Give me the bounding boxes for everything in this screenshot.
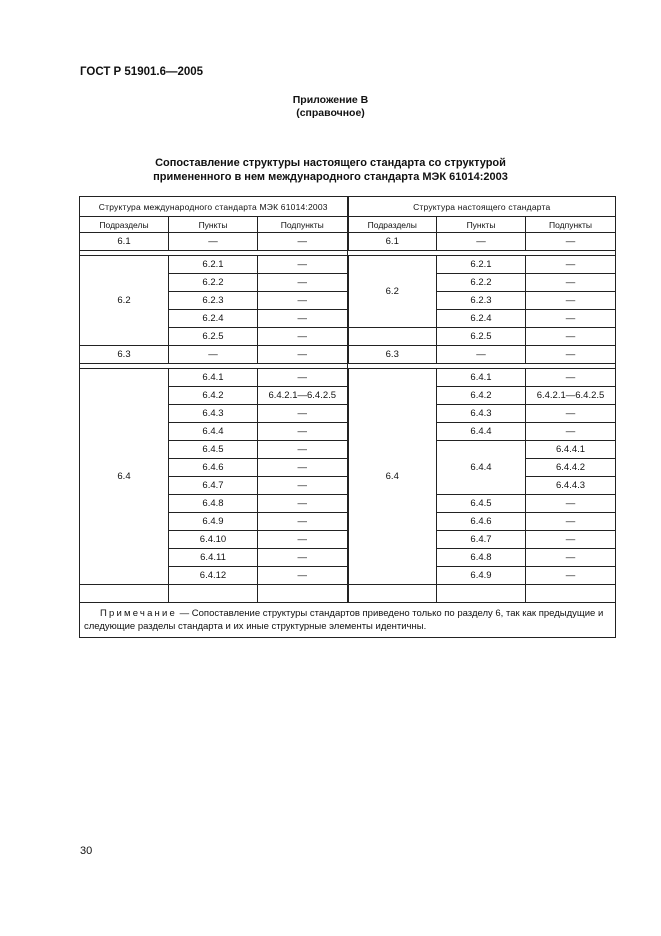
annex-label: Приложение В xyxy=(292,94,369,106)
cell: 6.4.4.1 xyxy=(526,441,616,459)
cell: 6.4.7 xyxy=(169,477,258,495)
cell: — xyxy=(526,310,616,328)
col-header-clauses-left: Пункты xyxy=(169,217,258,233)
cell: — xyxy=(258,423,348,441)
cell: — xyxy=(526,549,616,567)
cell: 6.4.2.1—6.4.2.5 xyxy=(526,387,616,405)
cell: — xyxy=(258,441,348,459)
cell: 6.4.8 xyxy=(437,549,526,567)
cell: 6.4.6 xyxy=(169,459,258,477)
group-header-national: Структура настоящего стандарта xyxy=(348,197,616,217)
cell: 6.4.6 xyxy=(437,513,526,531)
cell: — xyxy=(526,256,616,274)
cell: — xyxy=(258,531,348,549)
col-header-sections-left: Подразделы xyxy=(80,217,169,233)
cell: — xyxy=(258,328,348,346)
col-header-subclauses-right: Подпункты xyxy=(526,217,616,233)
table-row xyxy=(80,369,616,387)
title-line-1: Сопоставление структуры настоящего стандарта со структурой xyxy=(155,157,506,169)
cell: — xyxy=(258,405,348,423)
cell: — xyxy=(258,369,348,387)
cell: — xyxy=(258,495,348,513)
column-header-row xyxy=(80,217,616,233)
cell: — xyxy=(169,346,258,364)
cell: 6.2.4 xyxy=(169,310,258,328)
cell: — xyxy=(437,346,526,364)
cell: 6.4.9 xyxy=(437,567,526,585)
table-title xyxy=(0,156,661,184)
cell: 6.4.2 xyxy=(437,387,526,405)
cell: — xyxy=(526,346,616,364)
cell: 6.1 xyxy=(348,233,437,251)
cell: 6.4.3 xyxy=(169,405,258,423)
cell: 6.4.8 xyxy=(169,495,258,513)
cell: 6.4.2.1—6.4.2.5 xyxy=(258,387,348,405)
cell: — xyxy=(258,292,348,310)
cell: — xyxy=(258,513,348,531)
group-header-international: Структура международного стандарта МЭК 61014:2003 xyxy=(80,197,348,217)
cell: 6.4.9 xyxy=(169,513,258,531)
annex-heading xyxy=(0,94,661,120)
cell: 6.2 xyxy=(348,256,437,328)
col-header-clauses-right: Пункты xyxy=(437,217,526,233)
note-text: — Сопоставление структуры стандартов приведено только по разделу 6, так как предыдущие и следующие разделы стандарта и их иные структурные элементы идентичны. xyxy=(84,608,604,632)
cell: — xyxy=(526,405,616,423)
cell: 6.2.3 xyxy=(437,292,526,310)
note-label: Примечание xyxy=(100,608,177,619)
cell: 6.4.5 xyxy=(437,495,526,513)
cell: 6.4.2 xyxy=(169,387,258,405)
cell: — xyxy=(526,292,616,310)
page-number: 30 xyxy=(80,845,93,857)
structure-comparison-table xyxy=(79,196,616,638)
cell: — xyxy=(258,567,348,585)
cell: 6.2.5 xyxy=(169,328,258,346)
cell: 6.2.5 xyxy=(437,328,526,346)
cell: 6.2.3 xyxy=(169,292,258,310)
cell: 6.4.1 xyxy=(437,369,526,387)
cell: 6.3 xyxy=(348,346,437,364)
cell: 6.1 xyxy=(80,233,169,251)
cell: — xyxy=(258,477,348,495)
cell: — xyxy=(526,567,616,585)
cell: 6.4.4 xyxy=(437,423,526,441)
cell: 6.4.10 xyxy=(169,531,258,549)
cell: 6.4.4.2 xyxy=(526,459,616,477)
cell: 6.4.3 xyxy=(437,405,526,423)
cell: 6.4.4.3 xyxy=(526,477,616,495)
cell: — xyxy=(258,274,348,292)
table-row xyxy=(80,256,616,274)
cell: 6.4 xyxy=(80,369,169,585)
cell: 6.4.5 xyxy=(169,441,258,459)
cell: 6.3 xyxy=(80,346,169,364)
table-row xyxy=(80,346,616,364)
cell: — xyxy=(169,233,258,251)
table-row xyxy=(80,233,616,251)
col-header-subclauses-left: Подпункты xyxy=(258,217,348,233)
cell: 6.4 xyxy=(348,369,437,585)
cell: 6.2.1 xyxy=(437,256,526,274)
cell: 6.2.2 xyxy=(169,274,258,292)
cell: 6.2.2 xyxy=(437,274,526,292)
cell: — xyxy=(526,513,616,531)
cell: — xyxy=(258,233,348,251)
cell: 6.4.7 xyxy=(437,531,526,549)
cell: — xyxy=(258,256,348,274)
cell: — xyxy=(437,233,526,251)
note-row xyxy=(80,603,616,638)
cell: 6.2.1 xyxy=(169,256,258,274)
cell: 6.4.12 xyxy=(169,567,258,585)
cell: — xyxy=(258,310,348,328)
cell: — xyxy=(526,423,616,441)
empty-cell xyxy=(348,328,437,346)
cell: — xyxy=(526,233,616,251)
group-header-row xyxy=(80,197,616,217)
cell: 6.4.1 xyxy=(169,369,258,387)
cell: — xyxy=(526,369,616,387)
cell: 6.2 xyxy=(80,256,169,346)
cell: — xyxy=(258,346,348,364)
col-header-sections-right: Подразделы xyxy=(348,217,437,233)
cell: — xyxy=(526,531,616,549)
title-line-2: примененного в нем международного стандарта МЭК 61014:2003 xyxy=(153,171,508,183)
cell: — xyxy=(258,549,348,567)
document-code: ГОСТ Р 51901.6—2005 xyxy=(80,66,204,78)
cell: — xyxy=(526,274,616,292)
annex-type: (справочное) xyxy=(296,107,365,119)
cell: 6.2.4 xyxy=(437,310,526,328)
table-row-empty xyxy=(80,585,616,603)
cell: — xyxy=(258,459,348,477)
cell: 6.4.11 xyxy=(169,549,258,567)
cell: 6.4.4 xyxy=(437,441,526,495)
cell: 6.4.4 xyxy=(169,423,258,441)
cell: — xyxy=(526,495,616,513)
cell: — xyxy=(526,328,616,346)
table-note xyxy=(80,603,616,638)
